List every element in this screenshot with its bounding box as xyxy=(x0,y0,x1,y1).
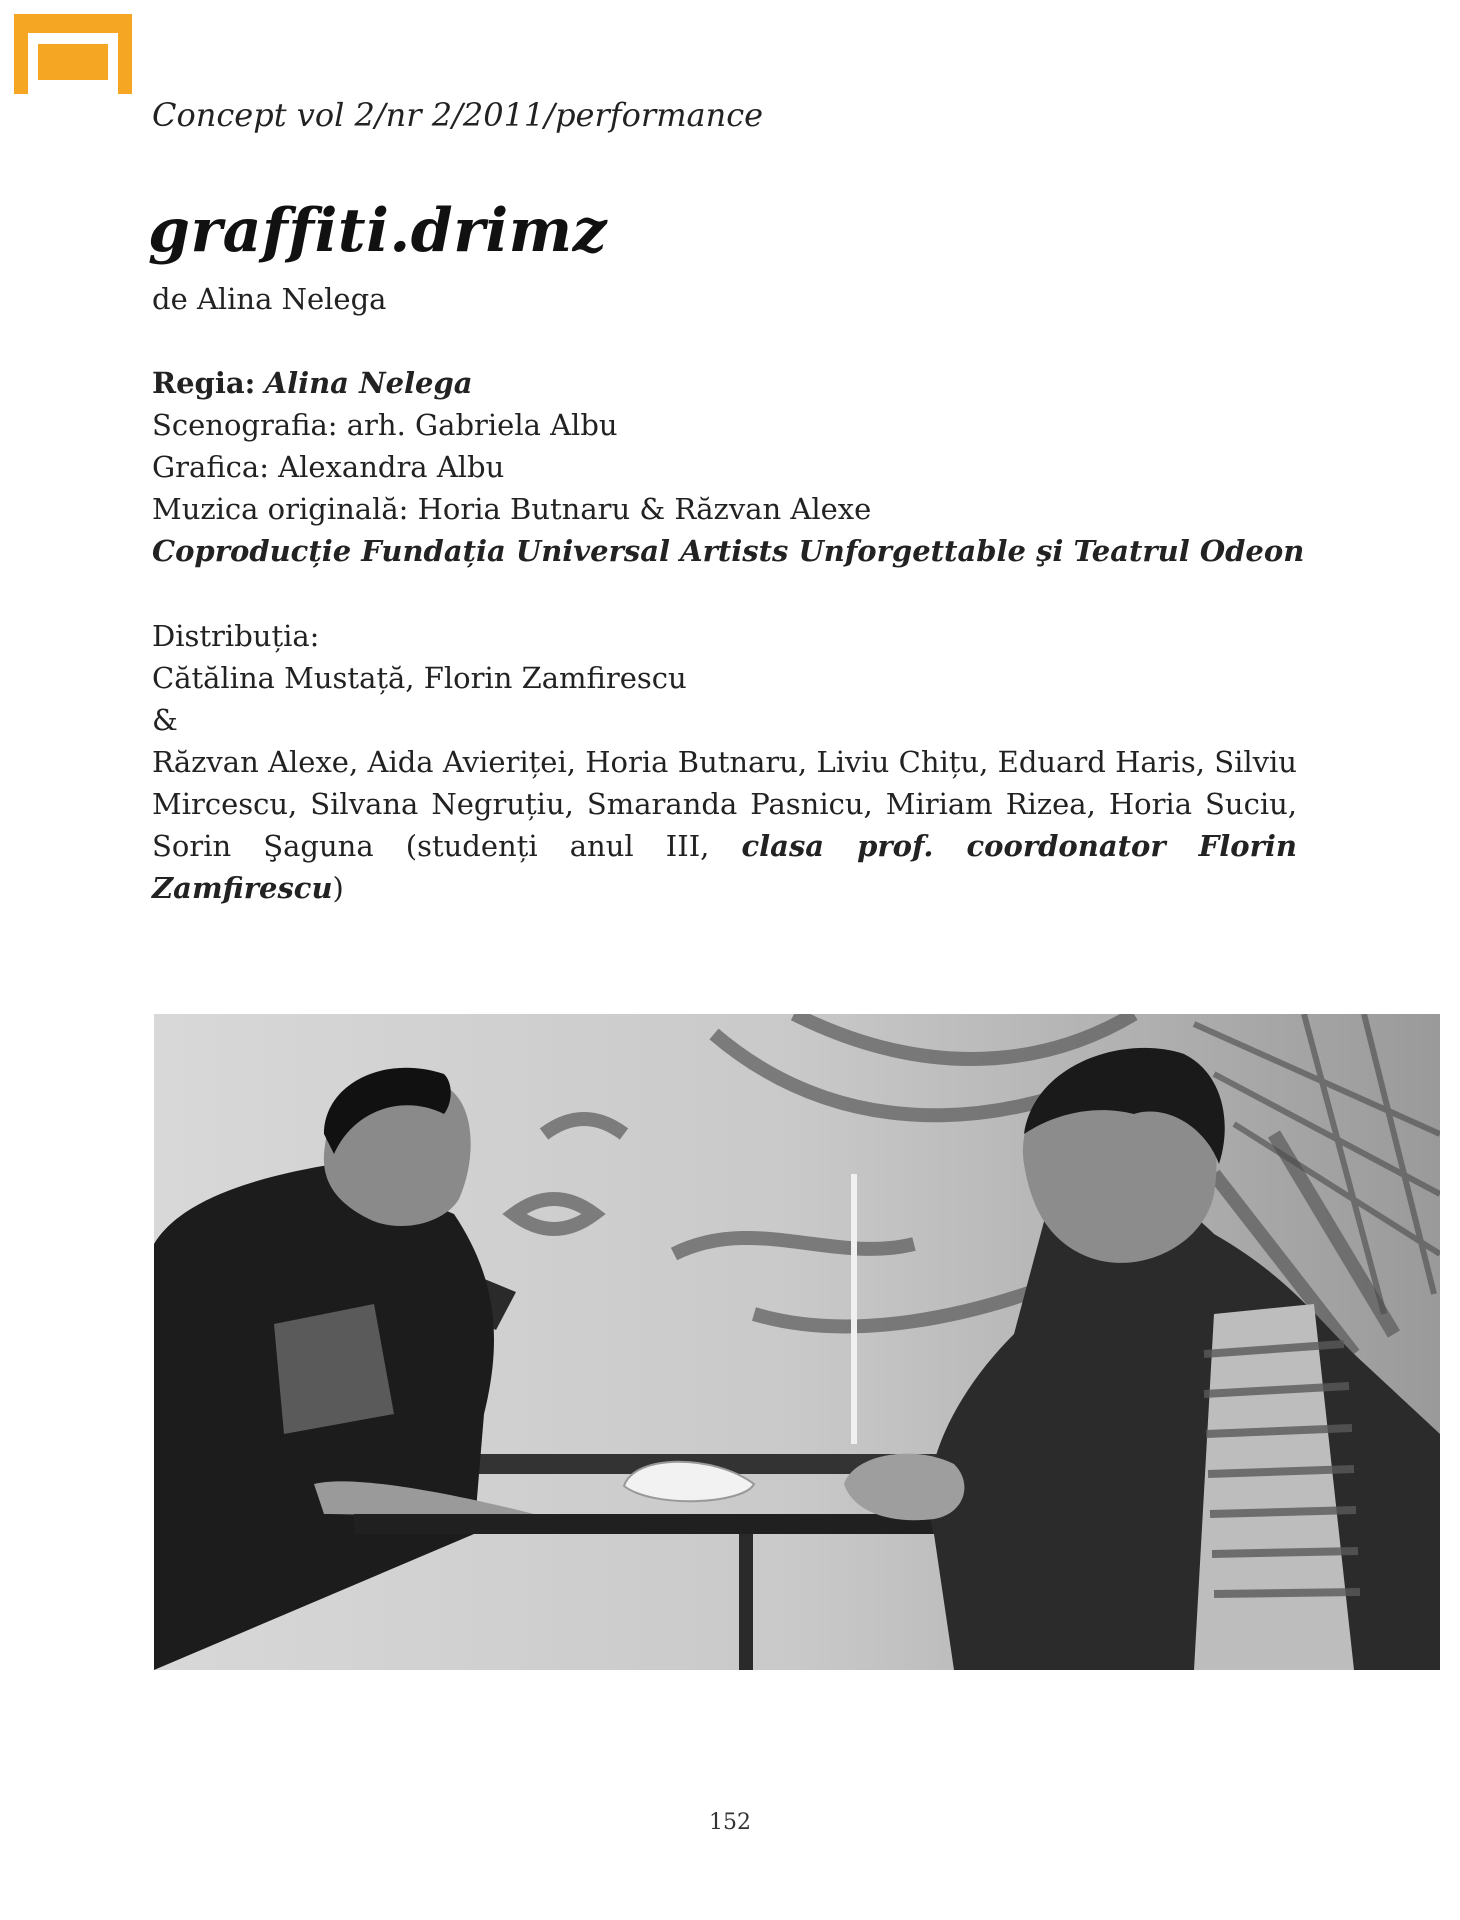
credit-scenografia: Scenografia: arh. Gabriela Albu xyxy=(152,408,618,442)
cast-students xyxy=(152,741,1297,909)
journal-logo xyxy=(14,14,132,94)
performance-photo xyxy=(154,1014,1440,1670)
cast-block xyxy=(152,615,1297,909)
credit-muzica: Muzica originală: Horia Butnaru & Răzvan Alexe xyxy=(152,492,872,526)
regia-value: Alina Nelega xyxy=(264,366,473,400)
journal-logo-core xyxy=(38,44,108,80)
cast-students-close: ) xyxy=(332,871,344,905)
play-author: de Alina Nelega xyxy=(152,282,387,316)
credit-coproductie: Coproducție Fundația Universal Artists Unforgettable şi Teatrul Odeon xyxy=(152,534,1305,568)
credits-block xyxy=(152,362,1305,572)
cast-students-list: Răzvan Alexe, Aida Avieriței, Horia Butnaru, Liviu Chițu, Eduard Haris, Silviu Mircescu, Silvana Negruțiu, Smaranda Pasnicu, Miriam Rizea, Horia Suciu, Sorin Şaguna (studenți anul III, xyxy=(152,745,1297,863)
page-number: 152 xyxy=(709,1810,751,1835)
cast-ampersand: & xyxy=(152,703,178,737)
cast-leads: Cătălina Mustață, Florin Zamfirescu xyxy=(152,661,687,695)
journal-logo-inner xyxy=(28,33,118,94)
cast-students-class: clasa prof. coordonator Florin Zamfirescu xyxy=(152,829,1297,905)
play-title: graffiti.drimz xyxy=(148,196,608,266)
journal-header: Concept vol 2/nr 2/2011/performance xyxy=(152,96,764,134)
credit-regia xyxy=(152,362,1300,404)
cast-label: Distribuția: xyxy=(152,619,320,653)
regia-label: Regia: xyxy=(152,366,256,400)
credit-grafica: Grafica: Alexandra Albu xyxy=(152,450,505,484)
